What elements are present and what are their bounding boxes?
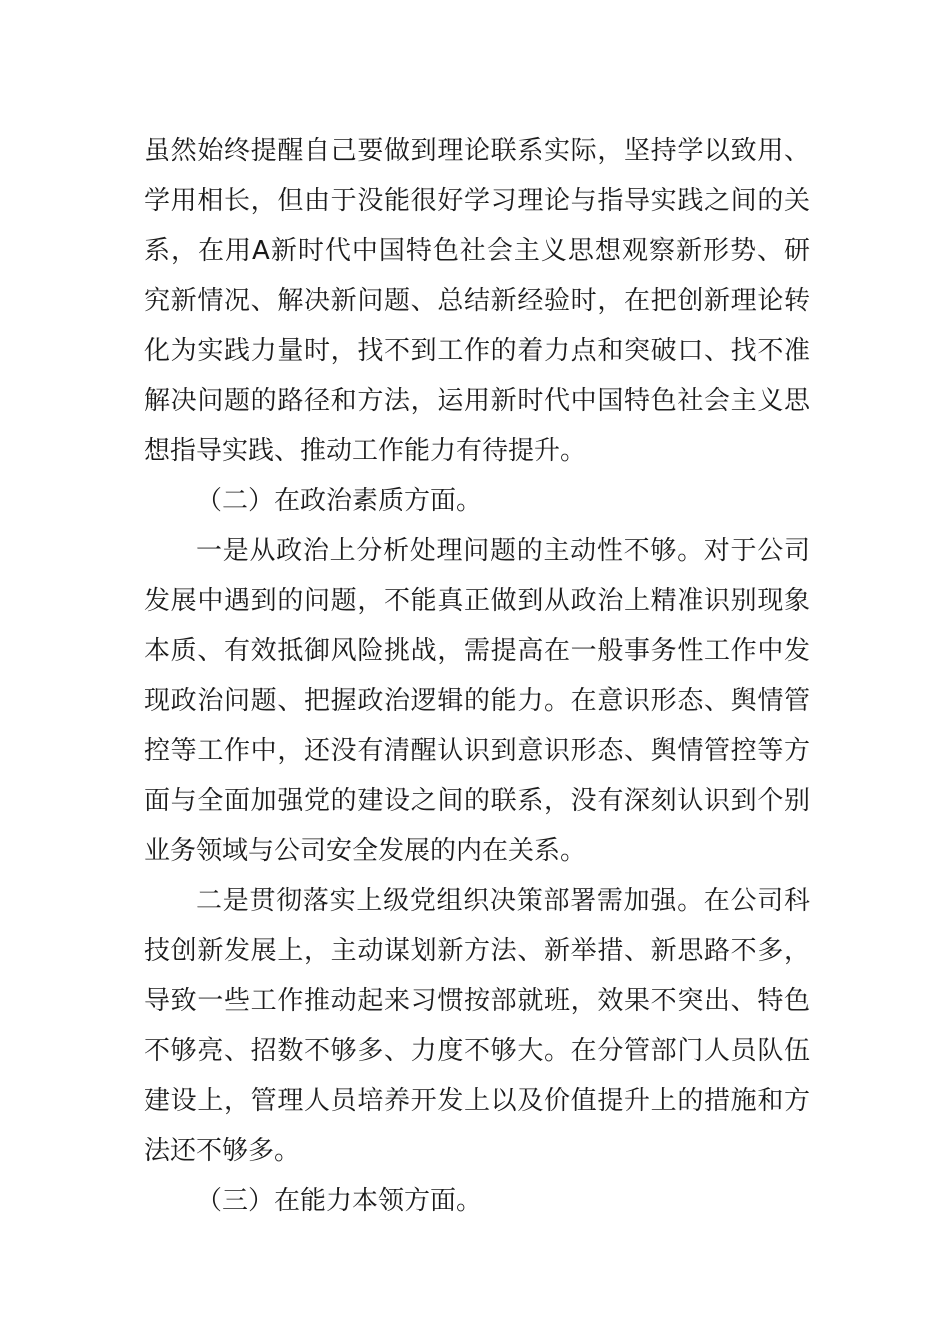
body-paragraph: 一是从政治上分析处理问题的主动性不够。对于公司发展中遇到的问题，不能真正做到从政治上精准识别现象本质、有效抵御风险挑战，需提高在一般事务性工作中发现政治问题、把握政治逻辑的能力。在意识形态、舆情管控等工作中，还没有清醒认识到意识形态、舆情管控等方面与全面加强党的建设之间的联系，没有深刻认识到个别业务领域与公司安全发展的内在关系。 [144,536,810,866]
section-heading: （三）在能力本领方面。 [196,1186,483,1216]
section-heading: （二）在政治素质方面。 [196,486,483,516]
body-paragraph: 二是贯彻落实上级党组织决策部署需加强。在公司科技创新发展上，主动谋划新方法、新举措、新思路不多，导致一些工作推动起来习惯按部就班，效果不突出、特色不够亮、招数不够多、力度不够大。在分管部门人员队伍建设上，管理人员培养开发上以及价值提升上的措施和方法还不够多。 [144,886,810,1166]
document-body [144,126,810,1226]
body-paragraph: 虽然始终提醒自己要做到理论联系实际，坚持学以致用、学用相长，但由于没能很好学习理论与指导实践之间的关系，在用A新时代中国特色社会主义思想观察新形势、研究新情况、解决新问题、总结新经验时，在把创新理论转化为实践力量时，找不到工作的着力点和突破口、找不准解决问题的路径和方法，运用新时代中国特色社会主义思想指导实践、推动工作能力有待提升。 [144,136,810,466]
